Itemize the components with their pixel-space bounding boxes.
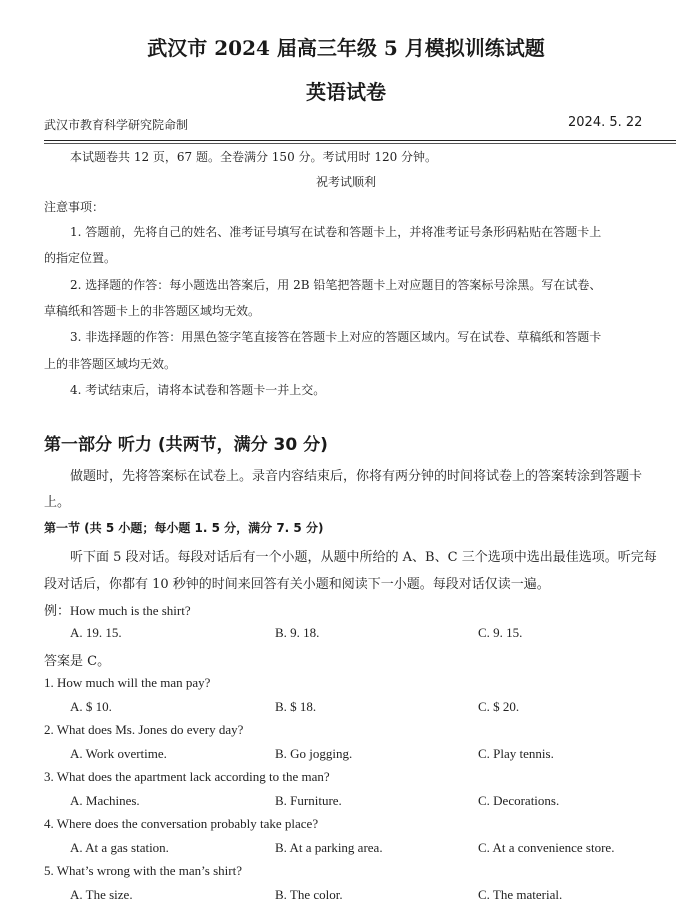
header-rule xyxy=(44,140,676,141)
question-3-option-c: C. Decorations. xyxy=(478,793,560,808)
intro-line: 本试题卷共 12 页，67 题。全卷满分 150 分。考试用时 120 分钟。 xyxy=(70,150,438,164)
example-question: 例：How much is the shirt? xyxy=(44,603,191,618)
question-1-option-a: A. $ 10. xyxy=(70,699,112,714)
question-4-option-a: A. At a gas station. xyxy=(70,840,169,855)
notice-label: 注意事项： xyxy=(44,200,105,214)
question-4-option-b: B. At a parking area. xyxy=(275,840,383,855)
question-2-option-b: B. Go jogging. xyxy=(275,746,353,761)
question-5-option-c: C. The material. xyxy=(478,887,563,902)
header-rule-thin xyxy=(44,143,676,144)
question-5: 5. What’s wrong with the man’s shirt? xyxy=(44,863,242,878)
question-2-option-a: A. Work overtime. xyxy=(70,746,167,761)
question-1-option-b: B. $ 18. xyxy=(275,699,317,714)
section-instruction-cont: 段对话后，你都有 10 秒钟的时间来回答有关小题和阅读下一小题。每段对话仅读一遍。 xyxy=(44,577,550,592)
question-3-option-b: B. Furniture. xyxy=(275,793,342,808)
example-answer: 答案是 C。 xyxy=(44,654,111,669)
notice-item-2-cont: 草稿纸和答题卡上的非答题区域均无效。 xyxy=(44,304,261,318)
example-option-a: A. 19. 15. xyxy=(70,625,122,640)
good-luck-text: 祝考试顺利 xyxy=(315,175,376,189)
question-1-option-c: C. $ 20. xyxy=(478,699,520,714)
section-heading: 第一节 (共 5 小题；每小题 1. 5 分，满分 7. 5 分) xyxy=(44,521,324,535)
question-3: 3. What does the apartment lack according to the man? xyxy=(44,769,330,784)
part-instruction: 做题时，先将答案标在试卷上。录音内容结束后，你将有两分钟的时间将试卷上的答案转涂到答题卡 xyxy=(70,469,643,484)
exam-subtitle: 英语试卷 xyxy=(306,80,386,104)
question-5-option-b: B. The color. xyxy=(275,887,343,902)
notice-item-2: 2. 选择题的作答：每小题选出答案后，用 2B 铅笔把答题卡上对应题目的答案标号涂黑。写在试卷、 xyxy=(70,278,602,292)
part-instruction-cont: 上。 xyxy=(44,495,71,510)
section-instruction: 听下面 5 段对话。每段对话后有一个小题，从题中所给的 A、B、C 三个选项中选出最佳选项。听完每 xyxy=(70,550,657,565)
exam-title: 武汉市 2024 届高三年级 5 月模拟训练试题 xyxy=(147,36,545,60)
notice-item-4: 4. 考试结束后，请将本试卷和答题卡一并上交。 xyxy=(70,383,326,397)
notice-item-3-cont: 上的非答题区域均无效。 xyxy=(44,357,177,371)
question-3-option-a: A. Machines. xyxy=(70,793,140,808)
notice-item-1: 1. 答题前，先将自己的姓名、准考证号填写在试卷和答题卡上，并将准考证号条形码粘贴在答题卡上 xyxy=(70,225,602,239)
question-2-option-c: C. Play tennis. xyxy=(478,746,554,761)
question-1: 1. How much will the man pay? xyxy=(44,675,211,690)
exam-date: 2024. 5. 22 xyxy=(568,115,643,130)
notice-item-3: 3. 非选择题的作答：用黑色签字笔直接答在答题卡上对应的答题区域内。写在试卷、草稿纸和答题卡 xyxy=(70,330,602,344)
part-heading: 第一部分 听力 (共两节，满分 30 分) xyxy=(44,435,328,455)
question-4-option-c: C. At a convenience store. xyxy=(478,840,615,855)
question-5-option-a: A. The size. xyxy=(70,887,133,902)
example-option-c: C. 9. 15. xyxy=(478,625,523,640)
question-4: 4. Where does the conversation probably take place? xyxy=(44,816,319,831)
notice-item-1-cont: 的指定位置。 xyxy=(44,251,117,265)
issuing-organization: 武汉市教育科学研究院命制 xyxy=(44,118,189,132)
example-option-b: B. 9. 18. xyxy=(275,625,320,640)
question-2: 2. What does Ms. Jones do every day? xyxy=(44,722,244,737)
